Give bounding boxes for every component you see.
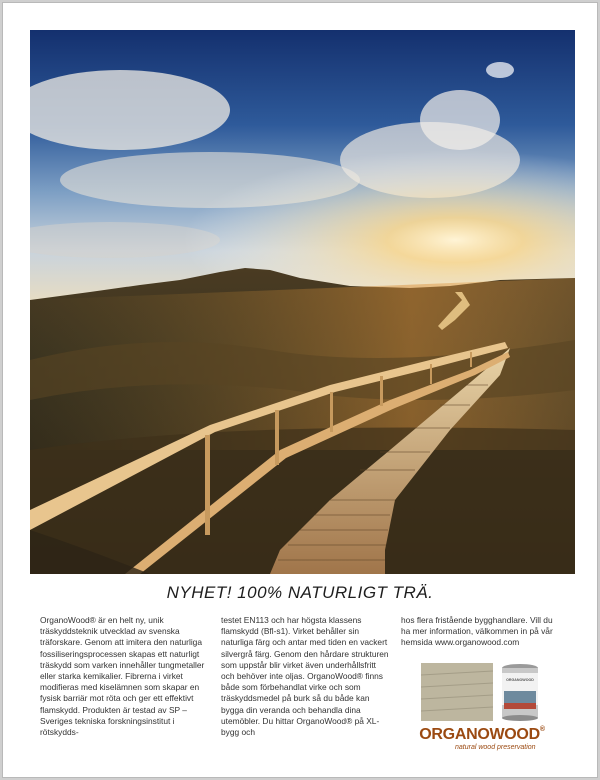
- body-text: OrganoWood® är en helt ny, unik träskyddsteknik utvecklad av svenska träforskare. Genom att imitera den naturliga fossiliseringsprocessen skapas ett naturligt träskydd som varken innehåller tungmetaller eller starka kemikalier. Fibrerna i virket modifieras med kiselämnen som skapar en fysisk barriär mot röta och ger ett effektivt flamskydd. Produkten är testad av SP – Sveriges tekniska forskningsinstitut i rötskydds-: [40, 615, 205, 738]
- headline: NYHET! 100% NATURLIGT TRÄ.: [166, 583, 434, 602]
- product-can-label: ORGANOWOOD: [506, 678, 534, 682]
- registered-mark: ®: [539, 726, 545, 733]
- body-text: testet EN113 och har högsta klassens flamskydd (Bfl-s1). Virket behåller sin naturliga färg och antar med tiden en vackert silvergrå färg. Genom den hårdare strukturen som uppstår blir virket även underhållsfritt och behöver inte oljas. OrganoWood® finns både som förbehandlat virke och som träskyddsmedel på burk så du både kan bygga din veranda och behandla dina utemöbler. Du hittar OrganoWood® på XL-bygg och: [221, 615, 389, 738]
- body-column-3: [401, 615, 561, 649]
- body-column-1: [40, 615, 210, 738]
- decking-sample-image: [421, 663, 493, 721]
- organowood-logo: [407, 726, 557, 744]
- logo-text: ORGANOWOOD: [419, 726, 540, 743]
- body-text: hos flera fristående bygghandlare. Vill du ha mer information, välkommen in på vår hemsida www.organowood.com: [401, 615, 553, 648]
- body-column-2: [221, 615, 391, 738]
- advertisement-page: [2, 2, 598, 778]
- boardwalk-dune-photo: [30, 30, 575, 574]
- brand-tagline: natural wood preservation: [455, 744, 536, 751]
- product-can-image: [500, 663, 540, 721]
